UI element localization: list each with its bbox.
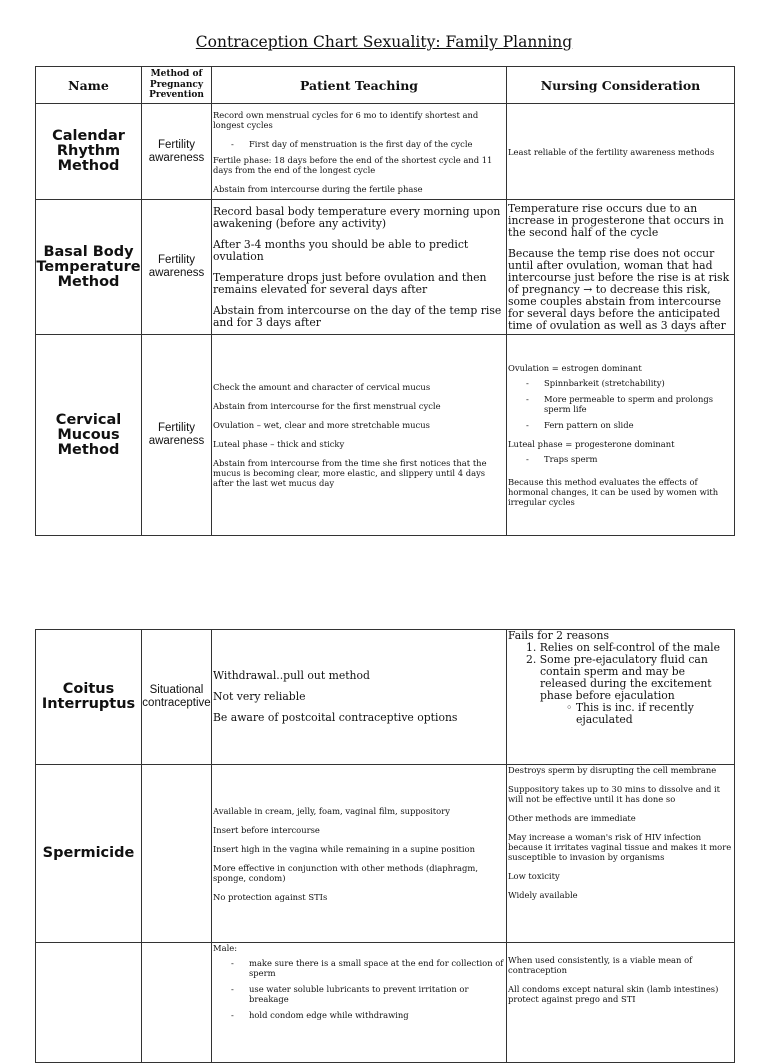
nursing-bullet: - Traps sperm — [508, 454, 733, 464]
nursing-text: Fails for 2 reasons — [508, 629, 609, 642]
contraception-table — [35, 66, 735, 536]
nursing-text: Temperature rise occurs due to an increase in progesterone that occurs in the second half of the cycle — [508, 201, 724, 239]
header-teaching: Patient Teaching — [212, 67, 507, 104]
teaching-text: Be aware of postcoital contraceptive options — [213, 711, 458, 724]
nursing-text: Luteal phase = progesterone dominant — [508, 439, 675, 449]
nursing-text: Suppository takes up to 30 mins to dissolve and it will not be effective until it has done so — [508, 784, 721, 804]
nursing-consideration — [507, 335, 735, 536]
prevention-method — [142, 943, 212, 1063]
nursing-text: All condoms except natural skin (lamb intestines) protect against prego and STI — [508, 984, 719, 1004]
teaching-text: Abstain from intercourse for the first menstrual cycle — [213, 401, 441, 411]
nursing-bullet: - More permeable to sperm and prolongs sperm life — [508, 394, 733, 414]
patient-teaching — [212, 765, 507, 943]
teaching-text: Check the amount and character of cervical mucus — [213, 382, 431, 392]
method-name: Basal Body Temperature Method — [36, 200, 142, 335]
teaching-text: More effective in conjunction with other methods (diaphragm, sponge, condom) — [213, 862, 478, 883]
nursing-bullet: - Spinnbarkeit (stretchability) — [508, 378, 733, 388]
teaching-text: No protection against STIs — [213, 891, 328, 902]
teaching-text: Male: — [213, 943, 238, 953]
nursing-consideration — [507, 765, 735, 943]
method-name: Coitus Interruptus — [36, 630, 142, 765]
method-name: Calendar Rhythm Method — [36, 104, 142, 200]
teaching-text: Abstain from intercourse during the fertile phase — [213, 183, 423, 194]
patient-teaching — [212, 335, 507, 536]
nursing-consideration — [507, 943, 735, 1063]
nursing-text: Low toxicity — [508, 871, 560, 881]
table-row — [36, 200, 735, 335]
prevention-method: Fertility awareness — [142, 200, 212, 335]
nursing-text: Least reliable of the fertility awareness methods — [508, 146, 715, 157]
method-name: Spermicide — [36, 765, 142, 943]
prevention-method: Situational contraceptive — [142, 630, 212, 765]
teaching-text: Record basal body temperature every morning upon awakening (before any activity) — [213, 204, 501, 230]
nursing-consideration — [507, 200, 735, 335]
teaching-text: Abstain from intercourse from the time she first notices that the mucus is becoming clear, more elastic, and slippery until 4 days after the last wet mucus day — [213, 458, 487, 488]
teaching-bullet: - use water soluble lubricants to prevent irritation or breakage — [213, 984, 505, 1004]
page-title: Contraception Chart Sexuality: Family Planning — [195, 33, 573, 51]
teaching-text: Insert high in the vagina while remaining in a supine position — [213, 843, 475, 854]
teaching-text: Record own menstrual cycles for 6 mo to identify shortest and longest cycles — [213, 109, 479, 130]
method-name — [36, 943, 142, 1063]
table-row — [36, 335, 735, 536]
table-row — [36, 104, 735, 200]
patient-teaching — [212, 630, 507, 765]
nursing-text: May increase a woman's risk of HIV infection because it irritates vaginal tissue and makes it more susceptible to invasion by organisms — [508, 832, 732, 862]
teaching-text: Available in cream, jelly, foam, vaginal film, suppository — [213, 805, 450, 816]
teaching-text: Luteal phase – thick and sticky — [213, 439, 345, 449]
teaching-bullet: - hold condom edge while withdrawing — [213, 1010, 505, 1020]
teaching-text: After 3-4 months you should be able to predict ovulation — [213, 237, 469, 263]
nursing-text: Because this method evaluates the effects of hormonal changes, it can be used by women with irregular cycles — [508, 477, 719, 507]
patient-teaching — [212, 104, 507, 200]
nursing-numbered-item: 1. Relies on self-control of the male — [526, 641, 720, 654]
table-header-row — [36, 67, 735, 104]
nursing-bullet: - Fern pattern on slide — [508, 420, 733, 430]
prevention-method: Fertility awareness — [142, 104, 212, 200]
prevention-method — [142, 765, 212, 943]
teaching-bullet: - First day of menstruation is the first day of the cycle — [213, 139, 505, 149]
method-name: Cervical Mucous Method — [36, 335, 142, 536]
patient-teaching — [212, 943, 507, 1063]
header-nursing: Nursing Consideration — [507, 67, 735, 104]
table-row — [36, 943, 735, 1063]
teaching-text: Fertile phase: 18 days before the end of the shortest cycle and 11 days from the end of the longest cycle — [213, 154, 493, 175]
header-name: Name — [36, 67, 142, 104]
teaching-text: Ovulation – wet, clear and more stretchable mucus — [213, 420, 430, 430]
prevention-method: Fertility awareness — [142, 335, 212, 536]
table-row — [36, 765, 735, 943]
nursing-consideration — [507, 104, 735, 200]
teaching-text: Temperature drops just before ovulation and then remains elevated for several days after — [213, 270, 487, 296]
patient-teaching — [212, 200, 507, 335]
nursing-text: Widely available — [508, 890, 578, 900]
teaching-text: Withdrawal..pull out method — [213, 669, 370, 682]
nursing-text: Because the temp rise does not occur until after ovulation, woman that had intercourse just before the rise is at risk of pregnancy → to decrease this risk, some couples abstain from intercourse for several days before the anticipated time of ovulation as well as 3 days after — [508, 246, 730, 332]
nursing-text: When used consistently, is a viable mean of contraception — [508, 955, 693, 975]
nursing-text: Ovulation = estrogen dominant — [508, 363, 642, 373]
teaching-text: Insert before intercourse — [213, 824, 320, 835]
nursing-consideration — [507, 630, 735, 765]
nursing-numbered-item: 2. Some pre-ejaculatory fluid can contain sperm and may be released during the excitement phase before ejaculation — [526, 653, 712, 702]
nursing-text: Destroys sperm by disrupting the cell membrane — [508, 765, 717, 775]
teaching-text: Abstain from intercourse on the day of the temp rise and for 3 days after — [213, 303, 502, 329]
nursing-sub-item: ◦ This is inc. if recently ejaculated — [566, 701, 694, 726]
table-row — [36, 630, 735, 765]
header-method: Method of Pregnancy Prevention — [142, 67, 212, 104]
contraception-table-continued — [35, 629, 735, 1063]
teaching-bullet: - make sure there is a small space at the end for collection of sperm — [213, 958, 505, 978]
teaching-text: Not very reliable — [213, 690, 306, 703]
nursing-text: Other methods are immediate — [508, 813, 636, 823]
